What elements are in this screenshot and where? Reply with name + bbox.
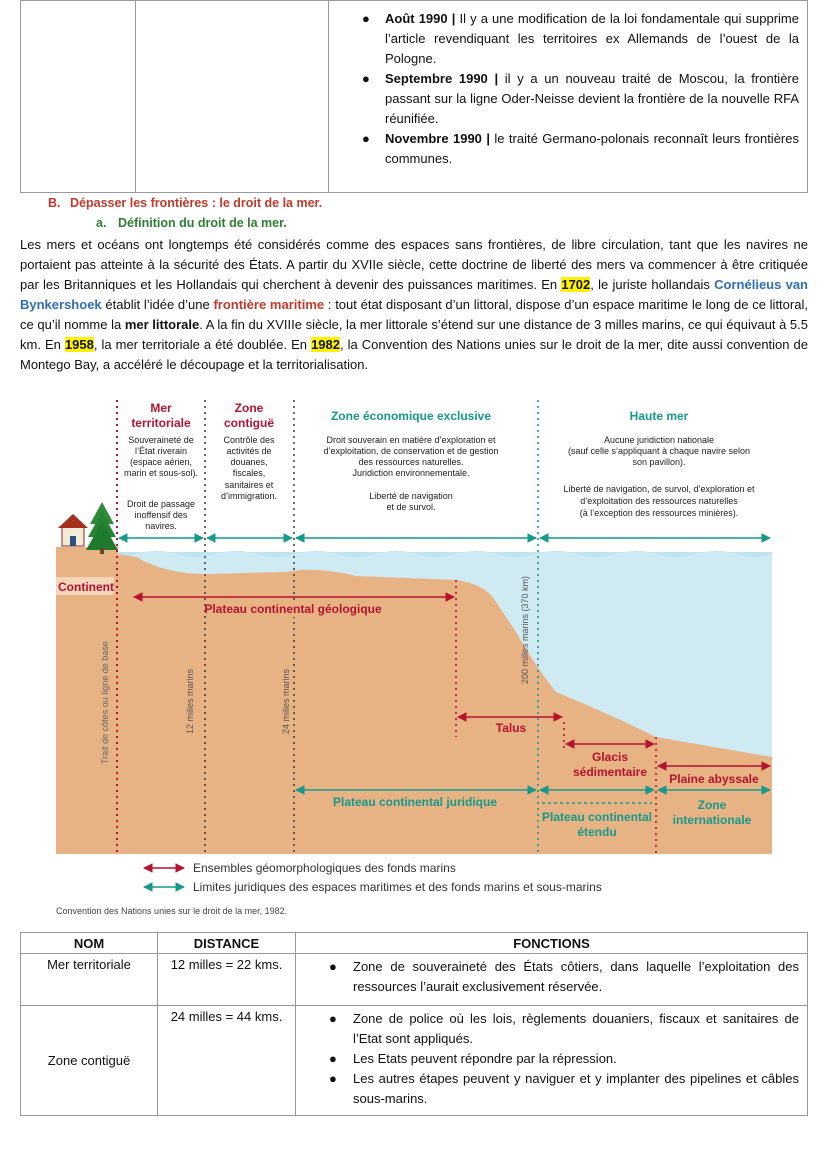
bullet-icon: ● (329, 1051, 337, 1066)
year-highlight: 1982 (311, 337, 340, 352)
svg-text:Droit souverain en matière d’e: Droit souverain en matière d’exploration et (326, 435, 496, 445)
table-row (21, 1006, 808, 1116)
rise-label-2: sédimentaire (572, 765, 648, 779)
term-littoral-sea: mer littorale (124, 317, 200, 332)
24nm-label: 24 milles marins (281, 668, 291, 734)
maritime-zones-table (20, 932, 808, 1116)
jurist-name: Cornélieus van Bynkershoek (20, 277, 808, 312)
list-item: ● Zone de souveraineté des États côtiers, dans laquelle l’exploitation des ressources l’aurait exclusivement réservée. (329, 959, 799, 994)
diagram-caption: Convention des Nations unies sur le droit de la mer, 1982. (56, 906, 288, 916)
slope-label: Talus (495, 721, 527, 735)
legend-red-label: Ensembles géomorphologiques des fonds marins (193, 861, 456, 875)
table-header-row (21, 933, 808, 954)
list-item: ● Les autres étapes peuvent y naviguer et y implanter des pipelines et câbles sous-marins. (329, 1071, 799, 1106)
header-distance: DISTANCE (158, 933, 296, 954)
12nm-label: 12 milles marins (185, 668, 195, 734)
events-list (329, 1, 807, 169)
extended-shelf-label-2: étendu (577, 825, 617, 839)
svg-text:d’exploitation, de conservatio: d’exploitation, de conservation et de gestion (323, 446, 499, 456)
svg-text:marin et sous-sol).: marin et sous-sol). (123, 468, 199, 478)
empty-cell-1 (21, 1, 136, 193)
international-zone-label-1: Zone (697, 798, 727, 812)
year-highlight: 1702 (561, 277, 591, 292)
abyssal-plain-label: Plaine abyssale (669, 772, 759, 786)
header-name: NOM (21, 933, 158, 954)
svg-text:fiscales,: fiscales, (232, 468, 266, 478)
svg-text:l’État riverain: l’État riverain (134, 446, 188, 456)
event-item: ● Novembre 1990 | le traité Germano-polonais reconnaît leurs frontières communes. (362, 131, 799, 166)
svg-text:inoffensif des: inoffensif des (134, 510, 188, 520)
zone-title: Mer (150, 401, 172, 415)
svg-text:et de survol.: et de survol. (386, 502, 436, 512)
extended-shelf-label-1: Plateau continental (541, 810, 653, 824)
svg-text:(à l’exception des ressources: (à l’exception des ressources minières). (579, 508, 739, 518)
bullet-icon: ● (362, 131, 370, 146)
zone-title: contiguë (224, 416, 274, 430)
svg-text:Droit de passage: Droit de passage (126, 499, 196, 509)
events-cell (329, 1, 808, 193)
zone-distance: 24 milles = 44 kms. (158, 1006, 296, 1116)
bullet-icon: ● (329, 1071, 337, 1086)
intro-paragraph: Les mers et océans ont longtemps été considérés comme des espaces sans frontières, de libre circulation, tant que les navires ne portaient pas atteinte à la sécurité des États. A partir du XVIIe siècle, cette doctrine de liberté des mers va commencer à être critiquée par les Britanniques et les Hollandais qui cherchent à devenir des puissances maritimes. En 1702, le juriste hollandais Cornélieus van Bynkershoek établit l’idée d’une frontière maritime : tout état disposant d’un littoral, dispose d’un espace maritime le long de ce littoral, ce qu’il nomme la mer littorale. A la fin du XVIIIe siècle, la mer littorale s’étend sur une distance de 3 milles marins, ce qui équivaut à 5.5 km. En 1958, la mer territoriale a été doublée. En 1982, la Convention des Nations unies sur le droit de la mer, dite aussi convention de Montego Bay, a accéléré le découpage et la territorialisation. (20, 237, 808, 372)
section-b-heading: B. Dépasser les frontières : le droit de la mer. (48, 196, 323, 210)
empty-cell-2 (136, 1, 329, 193)
svg-text:Contrôle des: Contrôle des (223, 435, 275, 445)
svg-text:des ressources naturelles.: des ressources naturelles. (358, 457, 464, 467)
continent-label: Continent (58, 580, 114, 594)
zone-functions (296, 1006, 808, 1116)
international-zone-label-2: internationale (672, 813, 752, 827)
zone-title: Haute mer (629, 409, 689, 423)
svg-text:Liberté de navigation: Liberté de navigation (369, 491, 453, 501)
legend-teal-label: Limites juridiques des espaces maritimes et des fonds marins et sous-marins (193, 880, 602, 894)
list-item: ● Zone de police où les lois, règlements douaniers, fiscaux et sanitaires de l’Etat sont appliqués. (329, 1011, 799, 1046)
zone-functions (296, 954, 808, 1006)
svg-text:douanes,: douanes, (230, 457, 268, 467)
svg-text:(espace aérien,: (espace aérien, (129, 457, 193, 467)
chronology-table (20, 0, 808, 193)
zone-title: Zone économique exclusive (330, 409, 492, 423)
svg-text:son pavillon).: son pavillon). (632, 457, 686, 467)
tree-icon (86, 502, 118, 554)
zone-distance: 12 milles = 22 kms. (158, 954, 296, 1006)
zone-title: Zone (234, 401, 264, 415)
svg-text:Liberté de navigation, de surv: Liberté de navigation, de survol, d’exploration et (563, 484, 755, 494)
svg-text:activités de: activités de (226, 446, 272, 456)
event-item: ● Septembre 1990 | il y a un nouveau traité de Moscou, la frontière passant sur la ligne Oder-Neisse devient la frontière de la nouvelle RFA réunifiée. (362, 71, 799, 126)
bullet-icon: ● (329, 959, 337, 974)
svg-text:Aucune juridiction nationale: Aucune juridiction nationale (603, 435, 715, 445)
list-item: ● Les Etats peuvent répondre par la répression. (296, 1049, 799, 1069)
bullet-icon: ● (362, 71, 370, 86)
geologic-shelf-label: Plateau continental géologique (204, 602, 382, 616)
svg-text:d’immigration.: d’immigration. (220, 491, 278, 501)
rise-label-1: Glacis (591, 750, 629, 764)
200nm-label: 200 milles marins (370 km) (520, 575, 530, 684)
table-row (21, 954, 808, 1006)
section-a-heading: a. Définition du droit de la mer. (96, 216, 287, 230)
svg-text:Souveraineté de: Souveraineté de (128, 435, 194, 445)
house-icon (58, 514, 88, 546)
header-functions: FONCTIONS (296, 933, 808, 954)
svg-text:sanitaires et: sanitaires et (224, 480, 274, 490)
baseline-label: Trait de côtes ou ligne de base (100, 641, 110, 764)
law-of-the-sea-diagram (56, 392, 772, 922)
svg-text:navires.: navires. (145, 521, 177, 531)
event-item: ● Août 1990 | Il y a une modification de la loi fondamentale qui supprime l’article revendiquant les territoires ex Allemands de l’ouest de la Pologne. (362, 11, 799, 66)
term-maritime-border: frontière maritime (213, 297, 325, 312)
zone-name: Zone contiguë (21, 1006, 158, 1116)
svg-text:(sauf celle s’appliquant à cha: (sauf celle s’appliquant à chaque navire selon (567, 446, 751, 456)
bullet-icon: ● (329, 1011, 337, 1026)
svg-text:d’exploitation des ressources: d’exploitation des ressources naturelles (580, 496, 738, 506)
year-highlight: 1958 (64, 337, 94, 352)
zone-title: territoriale (131, 416, 191, 430)
legal-shelf-label: Plateau continental juridique (332, 795, 498, 809)
svg-text:Juridiction environnementale.: Juridiction environnementale. (352, 468, 470, 478)
zone-name: Mer territoriale (21, 954, 158, 1006)
bullet-icon: ● (362, 11, 370, 26)
